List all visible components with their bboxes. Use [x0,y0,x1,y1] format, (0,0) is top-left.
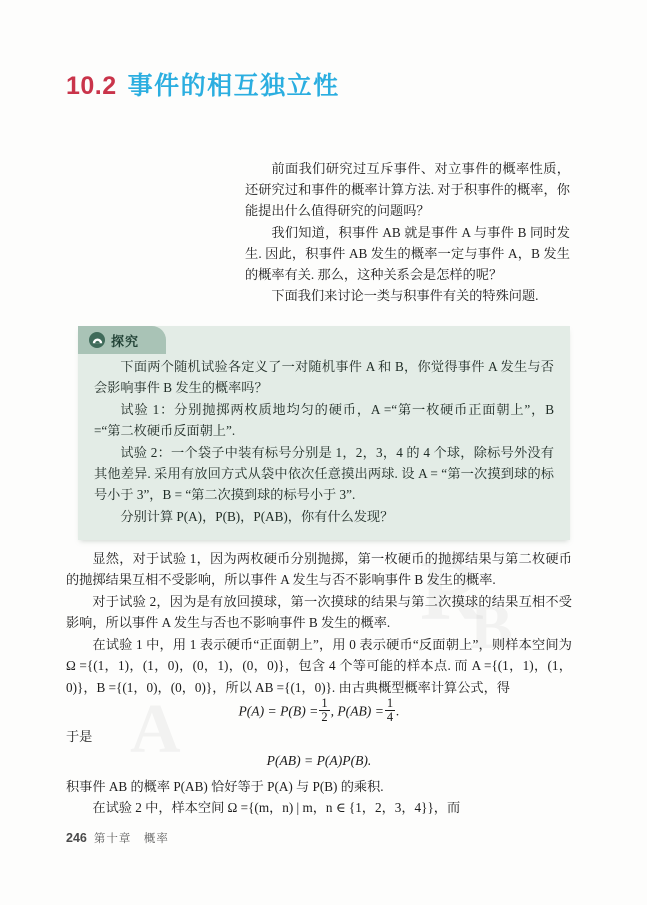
explore-box [78,326,570,540]
body-paragraph: 在试验 2 中，样本空间 Ω ={(m，n) | m，n ∈ {1，2，3，4}}，而 [92,800,461,816]
explore-paragraph: 下面两个随机试验各定义了一对随机事件 A 和 B，你觉得事件 A 发生与否会影响事件 B 发生的概率吗？ [94,359,554,396]
watermark-glyph: R [420,542,483,638]
page-number: 246 [66,831,87,845]
body-paragraph: 对于试验 2，因为是有放回摸球，第一次摸球的结果与第二次摸球的结果互相不受影响，所以事件 A 发生与否也不影响事件 B 发生的概率. [66,593,572,631]
formula-probabilities [66,697,572,724]
chapter-label: 第十章 概率 [93,833,169,845]
formula-end: . [396,703,400,719]
explore-body [78,354,570,540]
fraction-denominator: 2 [321,710,328,725]
fraction-one-quarter [385,697,395,724]
fraction-denominator: 4 [386,710,394,725]
body-block-experiment2 [66,776,572,819]
watermark-glyph: A [130,691,181,768]
page-footer [66,830,169,846]
explore-paragraph: 试验 2：一个袋子中装有标号分别是 1，2，3，4 的 4 个球，除标号外没有其他差异. 采用有放回方式从袋中依次任意摸出两球. 设 A = “第一次摸到球的标号小于 3”，B = “第二次摸到球的标号小于 3”. [94,444,554,503]
intro-paragraph: 前面我们研究过互斥事件、对立事件的概率性质，还研究过和事件的概率计算方法. 对于积事件的概率，你能提出什么值得研究的问题吗？ [245,161,570,219]
watermark-glyph: B [470,591,513,662]
formula-mid: , P(AB) = [330,703,384,719]
intro-paragraph: 下面我们来讨论一类与积事件有关的特殊问题. [271,288,539,304]
section-heading: 事件的相互独立性 [127,72,340,100]
body-paragraph: 积事件 AB 的概率 P(AB) 恰好等于 P(A) 与 P(B) 的乘积. [66,779,384,794]
formula-lhs: P(A) = P(B) = [238,703,319,719]
arch-dome-icon [89,332,105,348]
body-block-reasoning [66,548,572,634]
formula-product-rule [66,753,572,769]
body-block-experiment1 [66,634,572,698]
fraction-numerator: 1 [386,696,394,710]
intro-paragraphs [245,158,570,306]
body-block-therefore [66,726,572,747]
intro-paragraph: 我们知道，积事件 AB 就是事件 A 与事件 B 同时发生. 因此，积事件 AB 发生的概率一定与事件 A，B 发生的概率有关. 那么，这种关系会是怎样的呢？ [245,224,570,283]
fraction-one-half [319,697,329,724]
body-paragraph: 显然，对于试验 1，因为两枚硬币分别抛掷，第一枚硬币的抛掷结果与第二枚硬币的抛掷结果互相不受影响，所以事件 A 发生与否不影响事件 B 发生的概率. [66,551,572,588]
section-title [66,66,340,102]
explore-paragraph: 试验 1：分别抛掷两枚质地均匀的硬币，A =“第一枚硬币正面朝上”，B =“第二枚硬币反面朝上”. [94,401,554,439]
explore-paragraph: 分别计算 P(A)，P(B)，P(AB)，你有什么发现？ [120,508,394,524]
body-paragraph: 于是 [66,729,93,744]
explore-header [78,326,570,354]
explore-tab [78,326,166,354]
formula-text: P(AB) = P(A)P(B). [266,753,372,768]
fraction-numerator: 1 [321,696,328,710]
body-paragraph: 在试验 1 中，用 1 表示硬币“正面朝上”，用 0 表示硬币“反面朝上”，则样本空间为 Ω ={(1，1)，(1，0)，(0，1)，(0，0)}，包含 4 个等可能的样本点. 而 A ={(1，1)，(1，0)}，B ={(1，0)，(0，0)}，所以 AB ={(1，0)}. 由古典概型概率计算公式，得 [66,637,572,695]
explore-label: 探究 [111,333,140,349]
section-number: 10.2 [66,72,117,100]
